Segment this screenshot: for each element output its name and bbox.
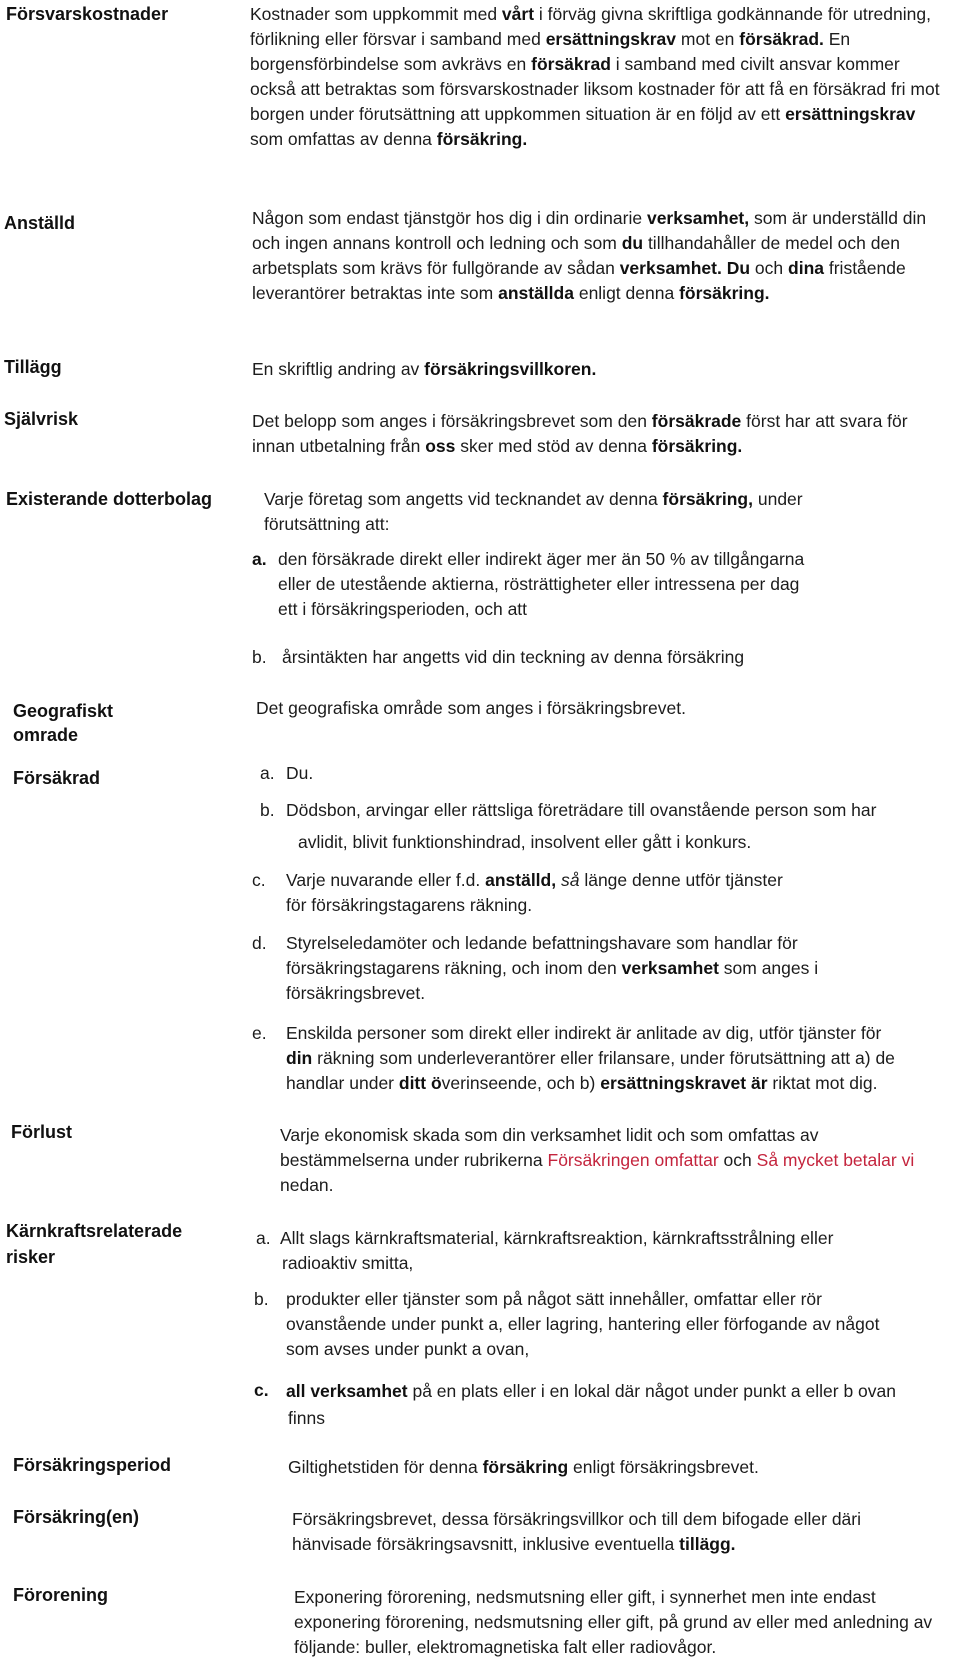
list-label: b. — [260, 800, 275, 820]
term-forsakringsperiod: Försäkringsperiod — [13, 1455, 172, 1475]
term-geografiskt-line1: Geografiskt — [13, 701, 114, 721]
def-anstalld — [252, 206, 942, 306]
def-forsakringsperiod — [288, 1455, 960, 1480]
def-geografiskt-omrade — [256, 696, 956, 721]
list-label: a. — [252, 549, 267, 569]
list-item-text: den försäkrade direkt eller indirekt äger mer än 50 % av tillgångarna eller de utestående aktierna, rösträttigheter eller intressena per dag ett i försäkringsperioden, och att — [278, 549, 805, 619]
def-forlust — [280, 1123, 920, 1198]
term-existerande-dotterbolag: Existerande dotterbolag — [6, 489, 213, 509]
def-sjalvrisk — [252, 409, 952, 459]
def-existerande-dotterbolag — [264, 487, 884, 537]
list-label: a. — [256, 1228, 271, 1248]
list-label: b. — [252, 647, 267, 667]
def-geografiskt-text: Det geografiska område som anges i försäkringsbrevet. — [256, 698, 686, 718]
def-sjalvrisk-text: Det belopp som anges i försäkringsbrevet som den försäkrade först har att svara för innan utbetalning från oss sker med stöd av denna försäkring. — [252, 411, 908, 456]
def-forsvarskostnader-text: Kostnader som uppkommit med vårt i förväg givna skriftliga godkännande för utredning, förlikning eller försvar i samband med ersättningskrav mot en försäkrad. En borgensförbindelse som avkrävs en försäkrad i samband med civilt ansvar kommer också att betraktas som försvarskostnader liksom kostnader för att få en försäkrad fri mot borgen under förutsättning att uppkommen situation är en följd av ett ersättningskrav som omfattas av denna försäkring. — [250, 4, 940, 149]
list-item-text: Dödsbon, arvingar eller rättsliga företrädare till ovanstående person som har avlidit, blivit funktionshindrad, insolvent eller gått i konkurs. — [286, 800, 877, 852]
def-dotterbolag-intro: Varje företag som angetts vid tecknandet av denna försäkring, under förutsättning att: — [264, 489, 803, 534]
def-forsakringen — [292, 1507, 932, 1557]
term-geografiskt-omrade — [13, 699, 233, 747]
term-anstalld: Anställd — [4, 213, 76, 233]
list-item-text: all verksamhet på en plats eller i en lokal där något under punkt a eller b ovan finns — [286, 1381, 896, 1428]
term-karnkraft-line2: risker — [6, 1247, 56, 1267]
def-forsvarskostnader — [250, 2, 940, 152]
term-fororening: Förorening — [13, 1585, 108, 1605]
term-sjalvrisk: Självrisk — [4, 409, 79, 429]
link-forsakringen-omfattar[interactable]: Försäkringen omfattar — [547, 1150, 719, 1170]
list-label: c. — [254, 1380, 269, 1400]
def-fororening — [294, 1585, 954, 1660]
list-label: e. — [252, 1023, 267, 1043]
link-sa-mycket-betalar-vi[interactable]: Så mycket betalar vi — [756, 1150, 915, 1170]
list-label: a. — [260, 763, 275, 783]
term-forsakringen: Försäkring(en) — [13, 1507, 140, 1527]
list-label: d. — [252, 933, 267, 953]
def-fororening-text: Exponering förorening, nedsmutsning eller gift, i synnerhet men inte endast exponering förorening, nedsmutsning eller gift, på grund av eller med anledning av följande: buller, elektromagnetiska falt eller radiovågor. — [294, 1587, 933, 1657]
term-geografiskt-line2: omrade — [13, 725, 79, 745]
def-forlust-text: Varje ekonomisk skada som din verksamhet lidit och som omfattas av bestämmelserna under rubrikerna Försäkringen omfattar och Så mycket betalar vi nedan. — [280, 1125, 915, 1195]
list-label: b. — [254, 1289, 269, 1309]
term-karnkraft-line1: Kärnkraftsrelaterade — [6, 1221, 183, 1241]
list-item-text: Allt slags kärnkraftsmaterial, kärnkraftsreaktion, kärnkraftsstrålning eller radioaktiv smitta, — [280, 1228, 834, 1273]
def-tillagg — [252, 357, 952, 382]
list-item-text: Varje nuvarande eller f.d. anställd, så länge denne utför tjänster för försäkringstagarens räkning. — [286, 870, 783, 915]
list-item-text: produkter eller tjänster som på något sätt innehåller, omfattar eller rör ovanstående under punkt a, eller lagring, hantering eller förfogande av något som avses under punkt a ovan, — [286, 1289, 880, 1359]
def-period-text: Giltighetstiden för denna försäkring enligt försäkringsbrevet. — [288, 1457, 759, 1477]
term-karnkraftsrelaterade-risker — [6, 1218, 226, 1270]
list-label: c. — [252, 870, 266, 890]
term-tillagg: Tillägg — [4, 357, 62, 377]
list-item-text: Du. — [286, 763, 314, 783]
def-anstalld-text: Någon som endast tjänstgör hos dig i din ordinarie verksamhet, som är underställd din och ingen annans kontroll och ledning och som du tillhandahåller de medel och den arbetsplats som krävs för fullgörande av sådan verksamhet. Du och dina fristående leverantörer betraktas inte som anställda enligt denna försäkring. — [252, 208, 927, 303]
def-forsakringen-text: Försäkringsbrevet, dessa försäkringsvillkor och till dem bifogade eller däri hänvisade försäkringsavsnitt, inklusive eventuella tillägg. — [292, 1509, 861, 1554]
term-forsakrad: Försäkrad — [13, 768, 101, 788]
list-item-text: årsintäkten har angetts vid din teckning av denna försäkring — [282, 647, 745, 667]
list-item-text: Styrelseledamöter och ledande befattningshavare som handlar för försäkringstagarens räkning, och inom den verksamhet som anges i försäkringsbrevet. — [286, 933, 819, 1003]
term-forlust: Förlust — [11, 1122, 72, 1142]
def-tillagg-text: En skriftlig andring av försäkringsvillkoren. — [252, 359, 597, 379]
term-forsvarskostnader: Försvarskostnader — [6, 4, 169, 24]
list-item-text: Enskilda personer som direkt eller indirekt är anlitade av dig, utför tjänster för din räkning som underleverantörer eller frilansare, under förutsättning att a) de handlar under ditt överinseende, och b) ersättningskravet är riktat mot dig. — [286, 1023, 895, 1093]
